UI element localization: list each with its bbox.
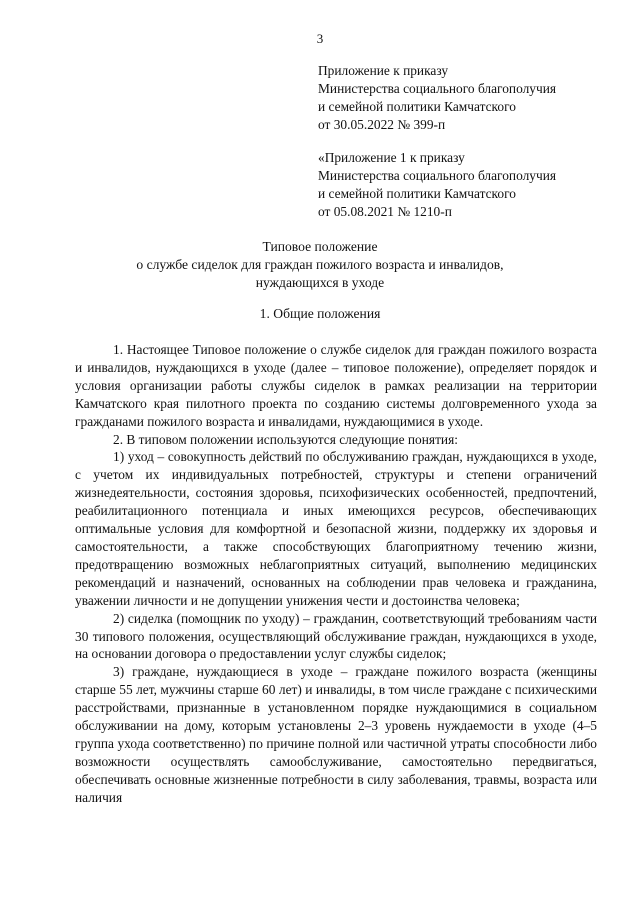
paragraph: 2. В типовом положении используются следующие понятия: xyxy=(113,431,458,447)
paragraph: 1) уход – совокупность действий по обслуживанию граждан, нуждающихся в уходе, с учетом их индивидуальных потребностей, структуры и степени ограничений жизнедеятельности, состояния здоровья, психофизических особенностей, предпочтений, реабилитационного потенциала и иных имеющихся ресурсов, обеспечивающих оптимальные условия для комфортной и безопасной жизни, поддержку их здоровья и самостоятельности, а также способствующих благоприятному течению жизни, предотвращению возможных неблагоприятных ситуаций, выполнению медицинских рекомендаций и назначений, основанных на соблюдении прав человека и гражданина, уважении личности и не допущении унижения чести и достоинства человека; xyxy=(75,449,597,608)
title-line: о службе сиделок для граждан пожилого возраста и инвалидов, xyxy=(136,257,504,272)
approval-line: от 30.05.2022 № 399-п xyxy=(318,117,446,132)
paragraph: 2) сиделка (помощник по уходу) – гражданин, соответствующий требованиям части 30 типового положения, осуществляющий обслуживание граждан, нуждающихся в уходе, на основании договора о предоставлении услуг службы сиделок; xyxy=(75,610,597,662)
approval-line: Министерства социального благополучия xyxy=(318,81,557,96)
document-title xyxy=(80,238,560,292)
title-line: нуждающихся в уходе xyxy=(255,275,385,290)
page-number: 3 xyxy=(316,31,324,46)
title-line: Типовое положение xyxy=(262,239,378,254)
paragraph: 3) граждане, нуждающиеся в уходе – граждане пожилого возраста (женщины старше 55 лет, мужчины старше 60 лет) и инвалиды, в том числе граждане с психическими расстройствами, признанные в установленном порядке нуждающимися в социальном обслуживании на дому, которым установлены 2–3 уровень нуждаемости в уходе (4–5 группа ухода соответственно) по причине полной или частичной утраты способности либо возможности осуществлять самообслуживание, самостоятельно передвигаться, обеспечивать основные жизненные потребности в силу заболевания, травмы, возраста или наличия xyxy=(75,664,597,805)
approval-line: «Приложение 1 к приказу xyxy=(318,150,465,165)
document-body xyxy=(75,341,597,807)
approval-line: и семейной политики Камчатского xyxy=(318,99,516,114)
approval-stamp-original xyxy=(318,149,618,221)
approval-line: Приложение к приказу xyxy=(318,63,449,78)
paragraph: 1. Настоящее Типовое положение о службе сиделок для граждан пожилого возраста и инвалидов, нуждающихся в уходе (далее – типовое положение), определяет порядок и условия организации работы службы сиделок в рамках реализации на территории Камчатского края пилотного проекта по созданию системы долговременного ухода за гражданами пожилого возраста и инвалидами, нуждающимися в уходе. xyxy=(75,342,597,429)
approval-line: от 05.08.2021 № 1210-п xyxy=(318,204,452,219)
approval-stamp-current xyxy=(318,62,618,134)
section-heading: 1. Общие положения xyxy=(259,306,381,321)
approval-line: Министерства социального благополучия xyxy=(318,168,557,183)
approval-line: и семейной политики Камчатского xyxy=(318,186,516,201)
